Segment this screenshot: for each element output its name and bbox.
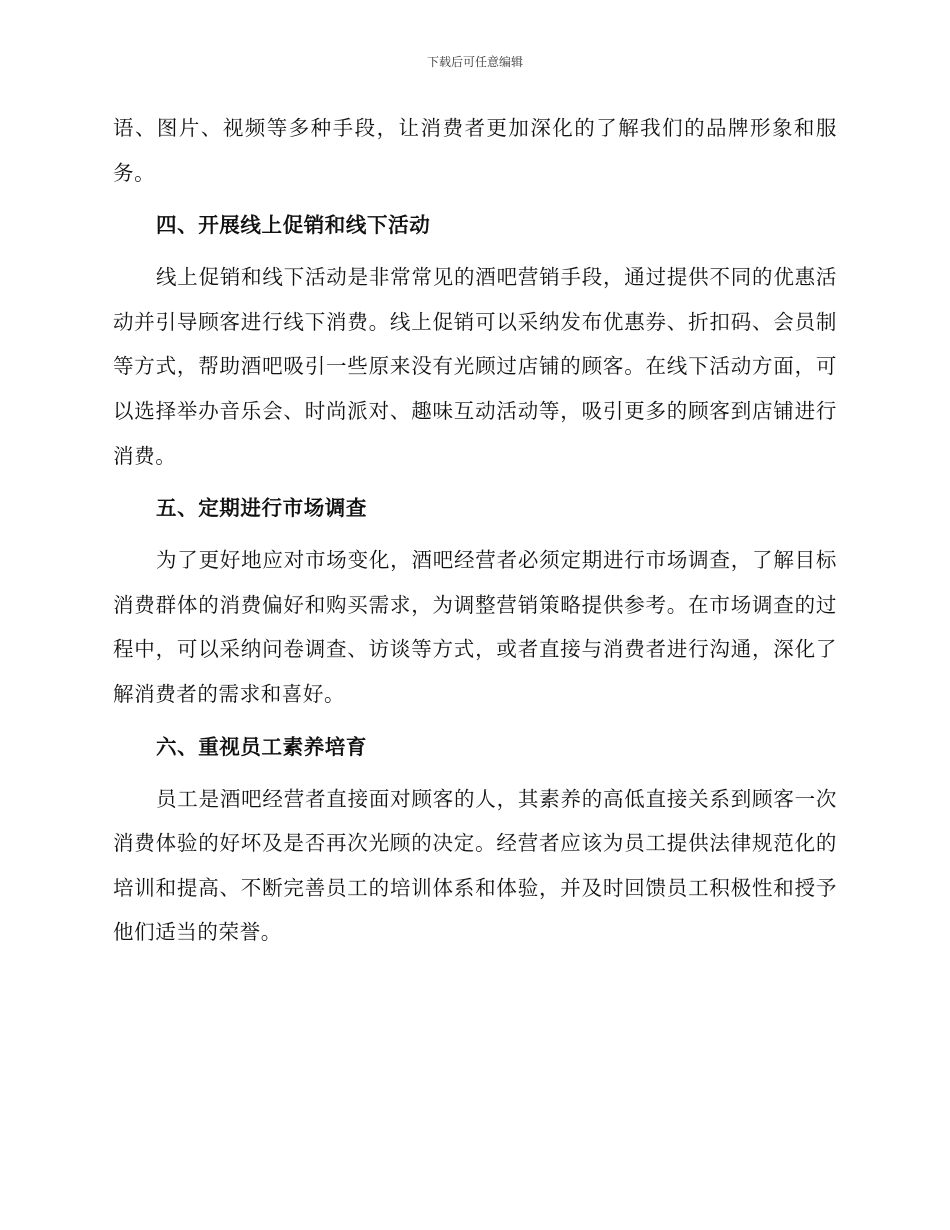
section-heading-6: 六、重视员工素养培育 — [156, 734, 367, 759]
document-body — [113, 106, 837, 955]
paragraph-staff-training: 员工是酒吧经营者直接面对顾客的人，其素养的高低直接关系到顾客一次消费体验的好坏及是否再次光顾的决定。经营者应该为员工提供法律规范化的培训和提高、不断完善员工的培训体系和体验，并及时回馈员工积极性和授予他们适当的荣誉。 — [113, 786, 837, 945]
section-heading-4: 四、开展线上促销和线下活动 — [156, 213, 431, 238]
paragraph-market-research: 为了更好地应对市场变化，酒吧经营者必须定期进行市场调查，了解目标消费群体的消费偏好和购买需求，为调整营销策略提供参考。在市场调查的过程中，可以采纳问卷调查、访谈等方式，或者直接与消费者进行沟通，深化了解消费者的需求和喜好。 — [113, 548, 837, 706]
paragraph-online-offline: 线上促销和线下活动是非常常见的酒吧营销手段，通过提供不同的优惠活动并引导顾客进行线下消费。线上促销可以采纳发布优惠券、折扣码、会员制等方式，帮助酒吧吸引一些原来没有光顾过店铺的顾客。在线下活动方面，可以选择举办音乐会、时尚派对、趣味互动活动等，吸引更多的顾客到店铺进行消费。 — [113, 265, 837, 468]
page-header: 下载后可任意编辑 — [426, 55, 523, 69]
paragraph-continued: 语、图片、视频等多种手段，让消费者更加深化的了解我们的品牌形象和服务。 — [113, 116, 837, 185]
section-heading-5: 五、定期进行市场调查 — [156, 496, 367, 521]
